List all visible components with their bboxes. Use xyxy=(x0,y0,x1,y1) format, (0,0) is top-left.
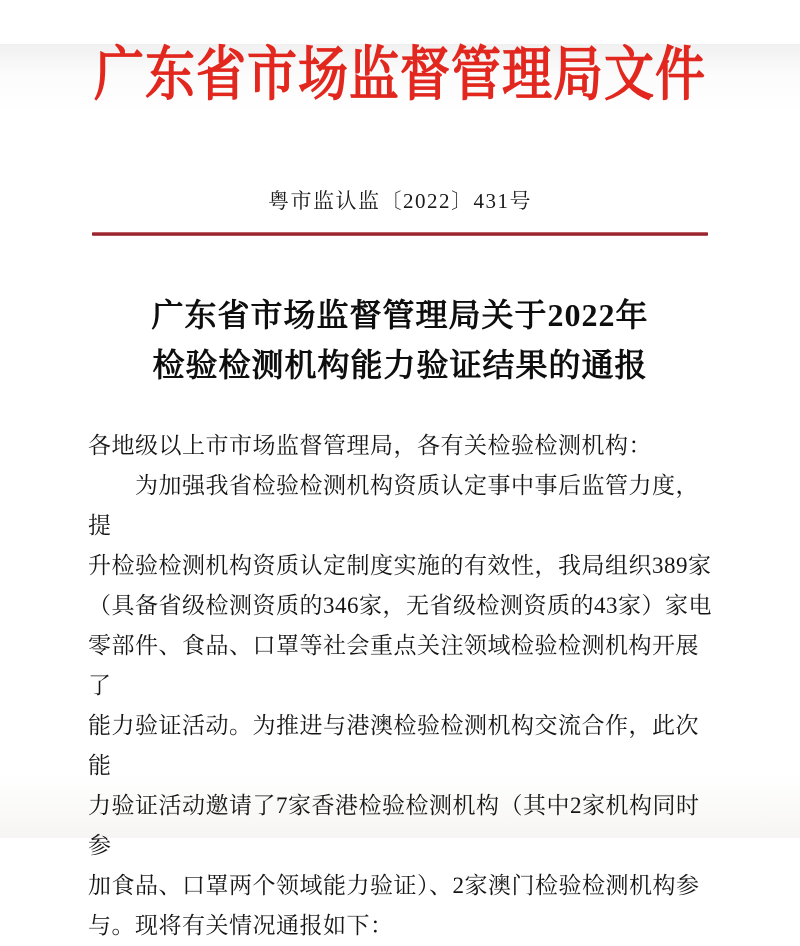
body-line: 零部件、食品、口罩等社会重点关注领域检验检测机构开展了 xyxy=(88,633,699,698)
body-line-closing: 与。现将有关情况通报如下： xyxy=(88,913,394,938)
document-number: 粤市监认监〔2022〕431号 xyxy=(268,189,532,213)
body-line: 为加强我省检验检测机构资质认定事中事后监管力度，提 xyxy=(88,473,699,538)
body-line: （具备省级检测资质的346家，无省级检测资质的43家）家电 xyxy=(88,593,712,618)
red-divider-rule xyxy=(92,232,708,236)
document-header-title: 广东省市场监督管理局文件 xyxy=(94,41,706,108)
document-body xyxy=(88,426,712,946)
body-line: 升检验检测机构资质认定制度实施的有效性，我局组织389家 xyxy=(88,553,712,578)
body-line-salutation: 各地级以上市市场监督管理局，各有关检验检测机构： xyxy=(88,433,652,458)
document-page xyxy=(0,41,800,938)
body-line: 能力验证活动。为推进与港澳检验检测机构交流合作，此次能 xyxy=(88,713,699,778)
document-title-line-2: 检验检测机构能力验证结果的通报 xyxy=(152,347,648,383)
body-line: 加食品、口罩两个领域能力验证）、2家澳门检验检测机构参 xyxy=(88,873,700,898)
body-line: 力验证活动邀请了7家香港检验检测机构（其中2家机构同时参 xyxy=(88,793,700,858)
document-title-line-1: 广东省市场监督管理局关于2022年 xyxy=(151,297,649,333)
document-title xyxy=(0,290,800,390)
